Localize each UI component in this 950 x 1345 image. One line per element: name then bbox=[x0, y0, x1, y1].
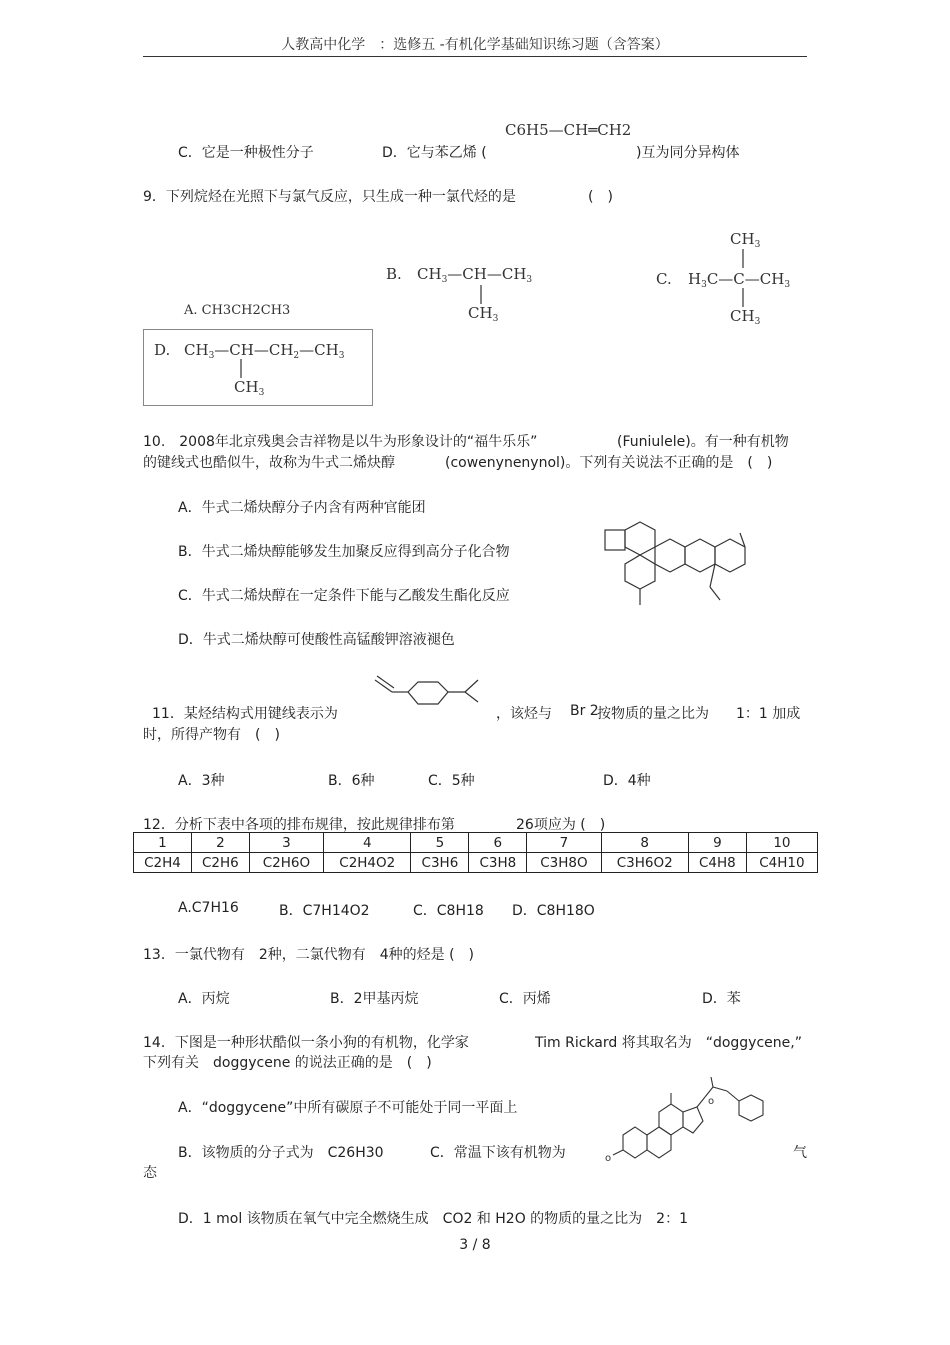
q11-line2: 时，所得产物有 ( ) bbox=[143, 727, 280, 743]
q12-option-c: C．C8H18 bbox=[413, 903, 484, 919]
q14-line2: 下列有关 doggycene 的说法正确的是 ( ) bbox=[143, 1055, 432, 1071]
q9-option-c-structure: $H_3C—C—CH_3$ bbox=[688, 270, 791, 290]
q9-option-a: A. CH3CH2CH3 bbox=[184, 303, 291, 318]
q8-option-d-suffix: )互为同分异构体 bbox=[636, 145, 740, 161]
q9-option-c-bottom: $CH_3$ bbox=[730, 307, 761, 327]
q11-skeletal-structure bbox=[370, 672, 495, 717]
table-cell: 2 bbox=[191, 833, 249, 853]
table-cell: 3 bbox=[249, 833, 323, 853]
table-cell: C3H6O2 bbox=[601, 853, 688, 873]
table-cell: C4H10 bbox=[746, 853, 817, 873]
q13-stem: 13．一氯代物有 2种，二氯代物有 4种的烃是 ( ) bbox=[143, 947, 475, 963]
table-cell: C2H4O2 bbox=[324, 853, 411, 873]
table-cell: 8 bbox=[601, 833, 688, 853]
q10-line1a: 10. 2008年北京残奥会吉祥物是以牛为形象设计的“福牛乐乐” bbox=[143, 434, 538, 450]
q9-option-c-label: C. bbox=[656, 270, 672, 288]
q11-stem-e: 1：1 加成 bbox=[736, 706, 801, 722]
q13-option-b: B．2甲基丙烷 bbox=[330, 991, 419, 1007]
q11-option-b: B．6种 bbox=[328, 773, 375, 789]
q10-line2b: (cowenynenynol)。下列有关说法不正确的是 ( ) bbox=[445, 455, 773, 471]
page-number: 3 / 8 bbox=[459, 1237, 491, 1253]
page-header: 人教高中化学 ：选修五 -有机化学基础知识练习题（含答案） bbox=[281, 37, 669, 53]
styrene-formula: C6H5—CH═CH2 bbox=[505, 121, 632, 139]
q9-option-d-label: D. bbox=[154, 341, 171, 359]
table-cell: C3H6 bbox=[411, 853, 469, 873]
q11-stem-b: ，该烃与 bbox=[496, 706, 552, 722]
q11-stem-d: 按物质的量之比为 bbox=[597, 706, 709, 722]
q8-option-c: C．它是一种极性分子 bbox=[178, 145, 314, 161]
q10-option-b: B．牛式二烯炔醇能够发生加聚反应得到高分子化合物 bbox=[178, 544, 510, 560]
table-cell: 9 bbox=[688, 833, 746, 853]
table-cell: C3H8O bbox=[527, 853, 601, 873]
q14-option-c: C．常温下该有机物为 bbox=[430, 1145, 566, 1161]
q13-option-a: A．丙烷 bbox=[178, 991, 230, 1007]
q12-option-b: B．C7H14O2 bbox=[279, 903, 370, 919]
sequence-table bbox=[133, 832, 818, 873]
q12-stem: 12．分析下表中各项的排布规律，按此规律排布第 bbox=[143, 817, 455, 833]
q14-option-b: B．该物质的分子式为 C26H30 bbox=[178, 1145, 384, 1161]
table-header-row bbox=[134, 833, 818, 853]
q9-option-d-structure: $CH_3—CH—CH_2—CH_3$ bbox=[184, 341, 345, 361]
table-cell: C4H8 bbox=[688, 853, 746, 873]
q10-line2a: 的键线式也酷似牛，故称为牛式二烯炔醇 bbox=[143, 455, 395, 471]
q9-option-b-label: B. bbox=[386, 265, 402, 283]
table-cell: 5 bbox=[411, 833, 469, 853]
svg-text:o: o bbox=[605, 1153, 612, 1164]
cow-molecule-structure bbox=[600, 515, 750, 610]
q11-option-d: D．4种 bbox=[603, 773, 651, 789]
q10-option-d: D．牛式二烯炔醇可使酸性高锰酸钾溶液褪色 bbox=[178, 632, 455, 648]
q14-option-c-tail: 气 bbox=[793, 1145, 807, 1161]
q13-option-d: D．苯 bbox=[702, 991, 741, 1007]
q14-option-d: D．1 mol 该物质在氧气中完全燃烧生成 CO2 和 H2O 的物质的量之比为 2：1 bbox=[178, 1211, 689, 1227]
table-cell: 6 bbox=[469, 833, 527, 853]
q9-option-b-structure: $CH_3—CH—CH_3$ bbox=[417, 265, 533, 285]
table-cell: C2H4 bbox=[134, 853, 192, 873]
q14-line1b: Tim Rickard 将其取名为 “doggycene,” bbox=[535, 1035, 802, 1051]
doggycene-structure bbox=[605, 1075, 770, 1170]
q11-option-c: C．5种 bbox=[428, 773, 475, 789]
q12-option-a: A.C7H16 bbox=[178, 900, 239, 916]
svg-text:o: o bbox=[708, 1096, 715, 1107]
table-cell: C2H6O bbox=[249, 853, 323, 873]
q9-option-c-top: $CH_3$ bbox=[730, 230, 761, 250]
q9-paren: ( ) bbox=[588, 189, 613, 205]
q12-option-d: D．C8H18O bbox=[512, 903, 595, 919]
table-cell: 1 bbox=[134, 833, 192, 853]
q10-line1b: (Funiulele)。有一种有机物 bbox=[617, 434, 789, 450]
q11-stem-a: 11．某烃结构式用键线表示为 bbox=[152, 706, 338, 722]
table-cell: 4 bbox=[324, 833, 411, 853]
q12-stem-b: 26项应为 ( ) bbox=[516, 817, 606, 833]
q14-option-c-tail2: 态 bbox=[143, 1165, 157, 1181]
q13-option-c: C．丙烯 bbox=[499, 991, 551, 1007]
table-cell: C3H8 bbox=[469, 853, 527, 873]
q11-stem-c: Br 2 bbox=[570, 703, 599, 719]
q9-option-d-methyl: $CH_3$ bbox=[234, 378, 265, 398]
q14-line1a: 14．下图是一种形状酷似一条小狗的有机物，化学家 bbox=[143, 1035, 469, 1051]
q11-option-a: A．3种 bbox=[178, 773, 225, 789]
table-cell: 7 bbox=[527, 833, 601, 853]
table-row bbox=[134, 853, 818, 873]
q8-option-d-prefix: D．它与苯乙烯 ( bbox=[382, 145, 487, 161]
table-cell: 10 bbox=[746, 833, 817, 853]
q9-stem: 9．下列烷烃在光照下与氯气反应，只生成一种一氯代烃的是 bbox=[143, 189, 516, 205]
q10-option-c: C．牛式二烯炔醇在一定条件下能与乙酸发生酯化反应 bbox=[178, 588, 510, 604]
q9-option-b-methyl: $CH_3$ bbox=[468, 304, 499, 324]
q10-option-a: A．牛式二烯炔醇分子内含有两种官能团 bbox=[178, 500, 426, 516]
table-cell: C2H6 bbox=[191, 853, 249, 873]
q14-option-a: A．“doggycene”中所有碳原子不可能处于同一平面上 bbox=[178, 1100, 518, 1116]
